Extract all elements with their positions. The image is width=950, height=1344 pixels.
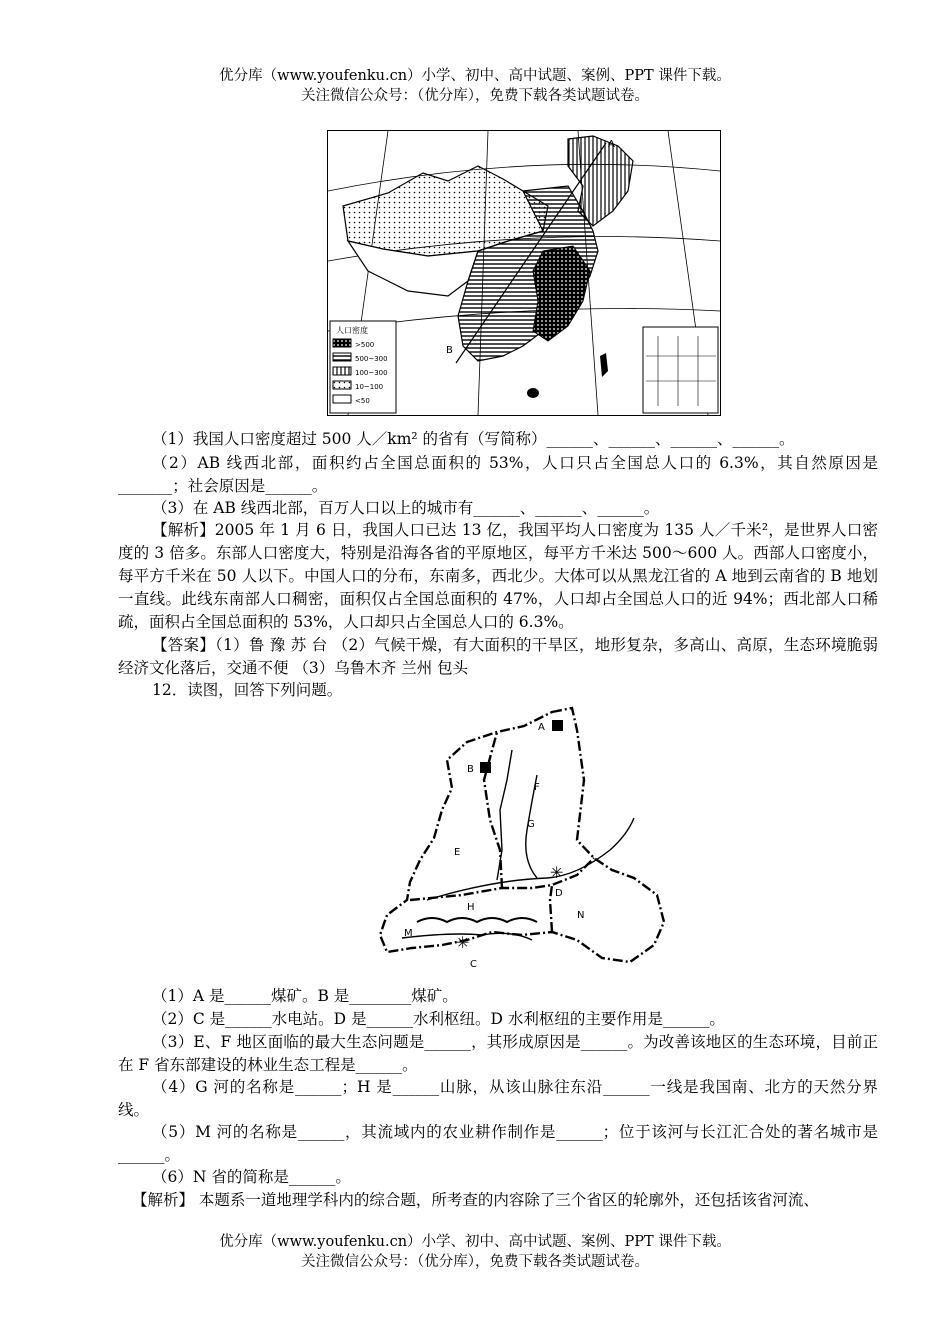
provinces-outline-map [372,700,677,978]
station-c-icon: ✳ [456,933,470,952]
q12-part-3: （3）E、F 地区面临的最大生态问题是______，其形成原因是______。为改善该地区的生态环境，目前正在 F 省东部建设的林业生态工程是______。 [118,1033,878,1074]
q11-answer: 【答案】（1）鲁 豫 苏 台 （2）气候干燥，有大面积的干旱区，地形复杂，多高山、高原，生态环境脆弱 经济文化落后，交通不便 （3）乌鲁木齐 兰州 包头 [118,636,878,677]
map1-label-b: B [446,345,453,356]
mine-a-icon [552,720,563,731]
q11-part-1: （1）我国人口密度超过 500 人／km² 的省有（写简称）______、______、______、______。 [152,430,795,448]
map2-label-h: H [467,902,475,913]
footer-line-2: 关注微信公众号：（优分库），免费下载各类试题试卷。 [301,1254,649,1270]
legend-item-5: <50 [355,397,370,405]
legend-item-3: 100~300 [355,369,388,377]
q12-part-5: （5）M 河的名称是______，其流域内的农业耕作制作是______；位于该河与长江汇合处的著名城市是______。 [118,1123,878,1164]
header-line-2: 关注微信公众号：（优分库），免费下载各类试题试卷。 [301,88,649,104]
map2-label-a: A [538,722,545,733]
footer-line-1: 优分库（www.youfenku.cn）小学、初中、高中试题、案例、PPT 课件下载。 [219,1234,731,1250]
legend-item-4: 10~100 [355,383,384,391]
q11-part-3: （3）在 AB 线西北部，百万人口以上的城市有______、______、______。 [152,499,660,517]
station-d-icon: ✳ [550,863,564,882]
map2-label-e: E [454,847,461,858]
q12-part-6: （6）N 省的简称是______。 [152,1168,351,1186]
header-line-1: 优分库（www.youfenku.cn）小学、初中、高中试题、案例、PPT 课件下载。 [219,68,731,84]
map2-label-c: C [470,959,477,970]
map2-label-n: N [577,910,585,921]
mine-b-icon [480,762,491,773]
map2-label-f: F [534,782,540,793]
legend-title: 人口密度 [336,326,368,335]
map2-label-b: B [467,764,474,775]
map2-label-g: G [527,819,535,830]
legend-item-1: >500 [355,341,375,349]
q12-part-1: （1）A 是______煤矿。B 是________煤矿。 [152,987,458,1005]
map1-legend [330,321,396,413]
legend-item-2: 500~300 [355,355,388,363]
map1-label-a: A [608,139,615,150]
q11-part-2: （2）AB 线西北部，面积约占全国总面积的 53%，人口只占全国总人口的 6.3%，其自然原因是_______；社会原因是______。 [118,454,878,495]
south-china-sea-inset [643,327,718,413]
q11-analysis: 【解析】2005 年 1 月 6 日，我国人口已达 13 亿，我国平均人口密度为 135 人／千米²，是世界人口密度的 3 倍多。东部人口密度大，特别是沿海各省的平原地区，每平方千米达 500～600 人。西部人口密度小，每平方千米在 50 人以下。中国人口的分布，东南多，西北少。大体可以从黑龙江省的 A 地到云南省的 B 地划一直线。此线东南部人口稠密，面积仅占全国总面积的 47%，人口却占全国总人口的近 94%；西北部人口稀疏，面积占全国总面积的 53%，人口却只占全国总人口的 6.3%。 [118,521,878,631]
q12-title: 12．读图，回答下列问题。 [152,681,343,699]
q12-part-4: （4）G 河的名称是______；H 是______山脉，从该山脉往东沿______一线是我国南、北方的天然分界线。 [118,1078,878,1119]
page-header [0,66,950,106]
china-population-density-map [327,130,721,416]
map2-label-m: M [404,928,413,939]
q12-part-2: （2）C 是______水电站。D 是______水利枢纽。D 水利枢纽的主要作用是______。 [152,1010,725,1028]
page-footer [0,1232,950,1272]
q12-analysis: 【解析】 本题系一道地理学科内的综合题，所考查的内容除了三个省区的轮廓外，还包括该省河流、 [132,1191,819,1209]
map2-label-d: D [555,888,563,899]
